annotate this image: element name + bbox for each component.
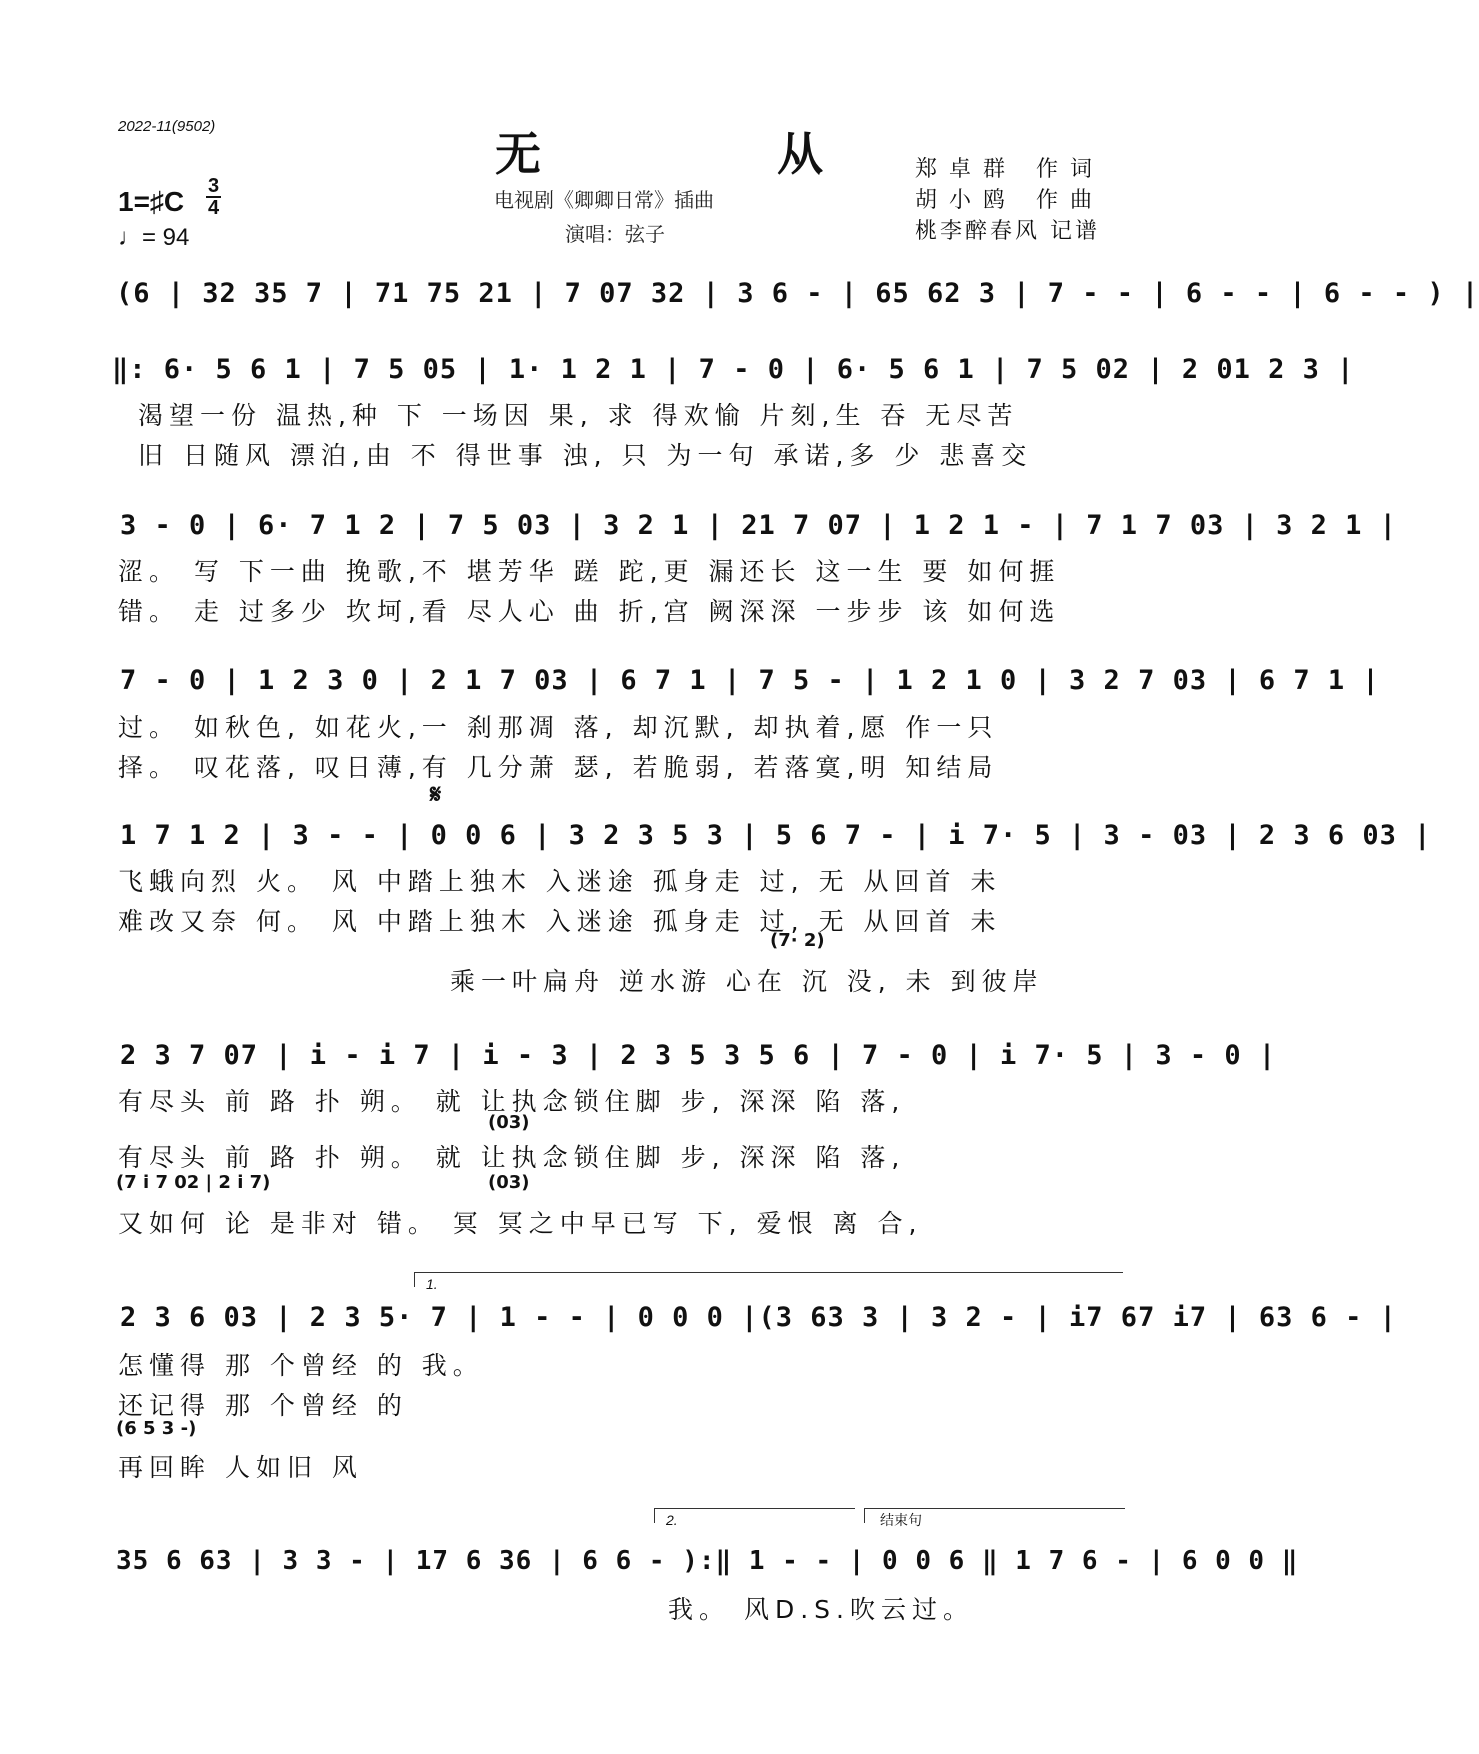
system-6-lyric-2: 有尽头 前 路 扑 朔。 就 让执念锁住脚 步, 深深 陷 落, <box>118 1143 906 1172</box>
system-3-lyric-1: 涩。 写 下一曲 挽歌,不 堪芳华 蹉 跎,更 漏还长 这一生 要 如何捱 <box>118 557 1061 586</box>
system-4-lyric-2: 择。 叹花落, 叹日薄,有 几分萧 瑟, 若脆弱, 若落寞,明 知结局 <box>118 753 999 782</box>
system-6-variant-c: (03) <box>488 1172 530 1193</box>
volta-1-bracket <box>414 1272 1123 1287</box>
system-6-lyric-3: 又如何 论 是非对 错。 冥 冥之中早已写 下, 爱恨 离 合, <box>118 1209 923 1238</box>
system-7-lyric-2: 还记得 那 个曾经 的 <box>118 1391 408 1420</box>
composer-credit: 胡小鸥 作曲 <box>915 188 1104 213</box>
system-3-notes: 3 - 0 | 6· 7 1 2 | 7 5 03 | 3 2 1 | 21 7 07 | 1 2 1 - | 7 1 7 03 | 3 2 1 | <box>120 510 1397 541</box>
system-6-variant-b: (7 i 7 02 | 2 i 7) <box>116 1172 271 1193</box>
system-2-lyric-1: 渴望一份 温热,种 下 一场因 果, 求 得欢愉 片刻,生 吞 无尽苦 <box>138 401 1019 430</box>
time-signature-bottom: 4 <box>208 197 220 219</box>
volta-2-label: 2. <box>666 1512 678 1528</box>
serial-number: 2022-11(9502) <box>118 118 216 135</box>
system-6-lyric-1: 有尽头 前 路 扑 朔。 就 让执念锁住脚 步, 深深 陷 落, <box>118 1087 906 1116</box>
singer: 演唱：弦子 <box>565 222 665 246</box>
system-4-notes: 7 - 0 | 1 2 3 0 | 2 1 7 03 | 6 7 1 | 7 5 - | 1 2 1 0 | 3 2 7 03 | 6 7 1 | <box>120 665 1380 696</box>
system-5-variant: (7· 2) <box>770 930 825 951</box>
system-8-lyric-1: 我。 风D.S.吹云过。 <box>668 1595 974 1624</box>
system-4-lyric-1: 过。 如秋色, 如花火,一 刹那凋 落, 却沉默, 却执着,愿 作一只 <box>118 713 999 742</box>
system-7-lyric-1: 怎懂得 那 个曾经 的 我。 <box>118 1351 484 1380</box>
subtitle: 电视剧《卿卿日常》插曲 <box>494 188 714 212</box>
song-title: 无 从 <box>495 127 934 181</box>
volta-1-label: 1. <box>426 1276 438 1292</box>
system-5-lyric-2: 难改又奈 何。 风 中踏上独木 入迷途 孤身走 过, 无 从回首 未 <box>118 907 1002 936</box>
system-7-lyric-extra: 再回眸 人如旧 风 <box>118 1453 363 1482</box>
system-7-variant: (6 5 3 -) <box>116 1418 197 1439</box>
system-5-lyric-extra: 乘一叶扁舟 逆水游 心在 沉 没, 未 到彼岸 <box>450 967 1044 996</box>
system-2-notes: ‖: 6· 5 6 1 | 7 5 05 | 1· 1 2 1 | 7 - 0 | 6· 5 6 1 | 7 5 02 | 2 01 2 3 | <box>112 354 1355 385</box>
tempo-marking: ♩= 94 <box>118 224 190 251</box>
time-signature-top: 3 <box>208 175 220 197</box>
key-signature: 1=♯C <box>118 186 185 217</box>
coda-label: 结束句 <box>880 1512 922 1528</box>
system-2-lyric-2: 旧 日随风 漂泊,由 不 得世事 浊, 只 为一句 承诺,多 少 悲喜交 <box>138 441 1033 470</box>
system-1-notes: (6 | 32 35 7 | 71 75 21 | 7 07 32 | 3 6 - | 65 62 3 | 7 - - | 6 - - | 6 - - ) | <box>116 278 1479 309</box>
volta-2-bracket <box>654 1508 855 1523</box>
system-7-notes: 2 3 6 03 | 2 3 5· 7 | 1 - - | 0 0 0 |(3 63 3 | 3 2 - | i7 67 i7 | 63 6 - | <box>120 1302 1397 1333</box>
time-signature <box>206 176 221 218</box>
system-3-lyric-2: 错。 走 过多少 坎坷,看 尽人心 曲 折,宫 阙深深 一步步 该 如何选 <box>118 597 1061 626</box>
system-6-variant-a: (03) <box>488 1112 530 1133</box>
system-6-notes: 2 3 7 07 | i - i 7 | i - 3 | 2 3 5 3 5 6 | 7 - 0 | i 7· 5 | 3 - 0 | <box>120 1040 1277 1071</box>
lyricist-credit: 郑卓群 作词 <box>915 157 1104 182</box>
segno-sign: 𝄋 <box>430 780 442 810</box>
system-8-notes: 35 6 63 | 3 3 - | 17 6 36 | 6 6 - ):‖ 1 - - | 0 0 6 ‖ 1 7 6 - | 6 0 0 ‖ <box>116 1546 1299 1576</box>
system-5-notes: 1 7 1 2 | 3 - - | 0 0 6 | 3 2 3 5 3 | 5 6 7 - | i 7· 5 | 3 - 03 | 2 3 6 03 | <box>120 820 1432 851</box>
system-5-lyric-1: 飞蛾向烈 火。 风 中踏上独木 入迷途 孤身走 过, 无 从回首 未 <box>118 867 1002 896</box>
transcriber-credit: 桃李醉春风 记谱 <box>915 219 1100 244</box>
